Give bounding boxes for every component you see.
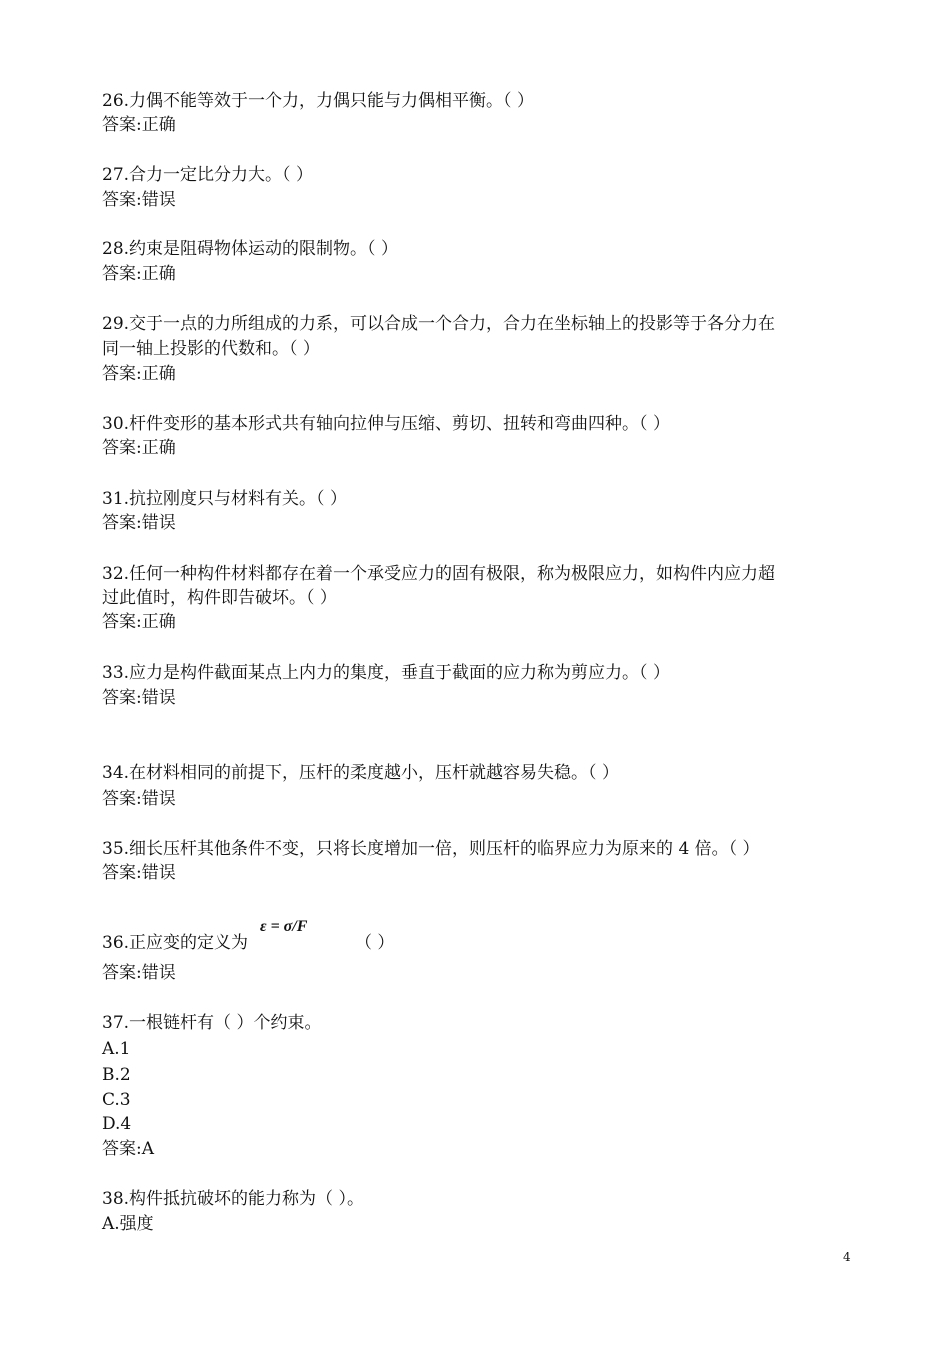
- answer-36: 答案:错误: [102, 963, 176, 983]
- question-30: 30.杆件变形的基本形式共有轴向拉伸与压缩、剪切、扭转和弯曲四种。（ ）: [102, 414, 670, 434]
- question-33: 33.应力是构件截面某点上内力的集度，垂直于截面的应力称为剪应力。（ ）: [102, 663, 670, 683]
- answer-35: 答案:错误: [102, 863, 176, 883]
- option-38-a: A.强度: [102, 1214, 154, 1234]
- question-36: 36.正应变的定义为: [102, 933, 249, 953]
- question-32-line2: 过此值时，构件即告破坏。（ ）: [102, 588, 337, 608]
- question-29-line1: 29.交于一点的力所组成的力系，可以合成一个合力，合力在坐标轴上的投影等于各分力在: [102, 314, 776, 334]
- question-32-line1: 32.任何一种构件材料都存在着一个承受应力的固有极限，称为极限应力，如构件内应力超: [102, 564, 776, 584]
- question-26: 26.力偶不能等效于一个力，力偶只能与力偶相平衡。（ ）: [102, 91, 534, 111]
- answer-27: 答案:错误: [102, 190, 176, 210]
- question-28: 28.约束是阻碍物体运动的限制物。（ ）: [102, 239, 398, 259]
- question-34: 34.在材料相同的前提下，压杆的柔度越小，压杆就越容易失稳。（ ）: [102, 763, 619, 783]
- question-38: 38.构件抵抗破坏的能力称为（ ）。: [102, 1189, 364, 1209]
- option-37-d: D.4: [102, 1114, 132, 1134]
- answer-30: 答案:正确: [102, 438, 176, 458]
- question-31: 31.抗拉刚度只与材料有关。（ ）: [102, 489, 347, 509]
- answer-33: 答案:错误: [102, 688, 176, 708]
- answer-37: 答案:A: [102, 1139, 155, 1159]
- question-27: 27.合力一定比分力大。（ ）: [102, 165, 313, 185]
- question-37: 37.一根链杆有（ ）个约束。: [102, 1013, 322, 1033]
- strain-formula: ε = σ/F: [260, 918, 308, 935]
- option-37-c: C.3: [102, 1090, 131, 1110]
- question-29-line2: 同一轴上投影的代数和。（ ）: [102, 339, 320, 359]
- answer-31: 答案:错误: [102, 513, 176, 533]
- answer-29: 答案:正确: [102, 364, 176, 384]
- answer-26: 答案:正确: [102, 115, 176, 135]
- question-35: 35.细长压杆其他条件不变，只将长度增加一倍，则压杆的临界应力为原来的 4 倍。（ ）: [102, 839, 760, 859]
- option-37-b: B.2: [102, 1065, 131, 1085]
- answer-28: 答案:正确: [102, 264, 176, 284]
- question-36-blank: （ ）: [355, 933, 395, 953]
- answer-34: 答案:错误: [102, 789, 176, 809]
- page-number: 4: [843, 1250, 851, 1264]
- option-37-a: A.1: [102, 1039, 131, 1059]
- answer-32: 答案:正确: [102, 612, 176, 632]
